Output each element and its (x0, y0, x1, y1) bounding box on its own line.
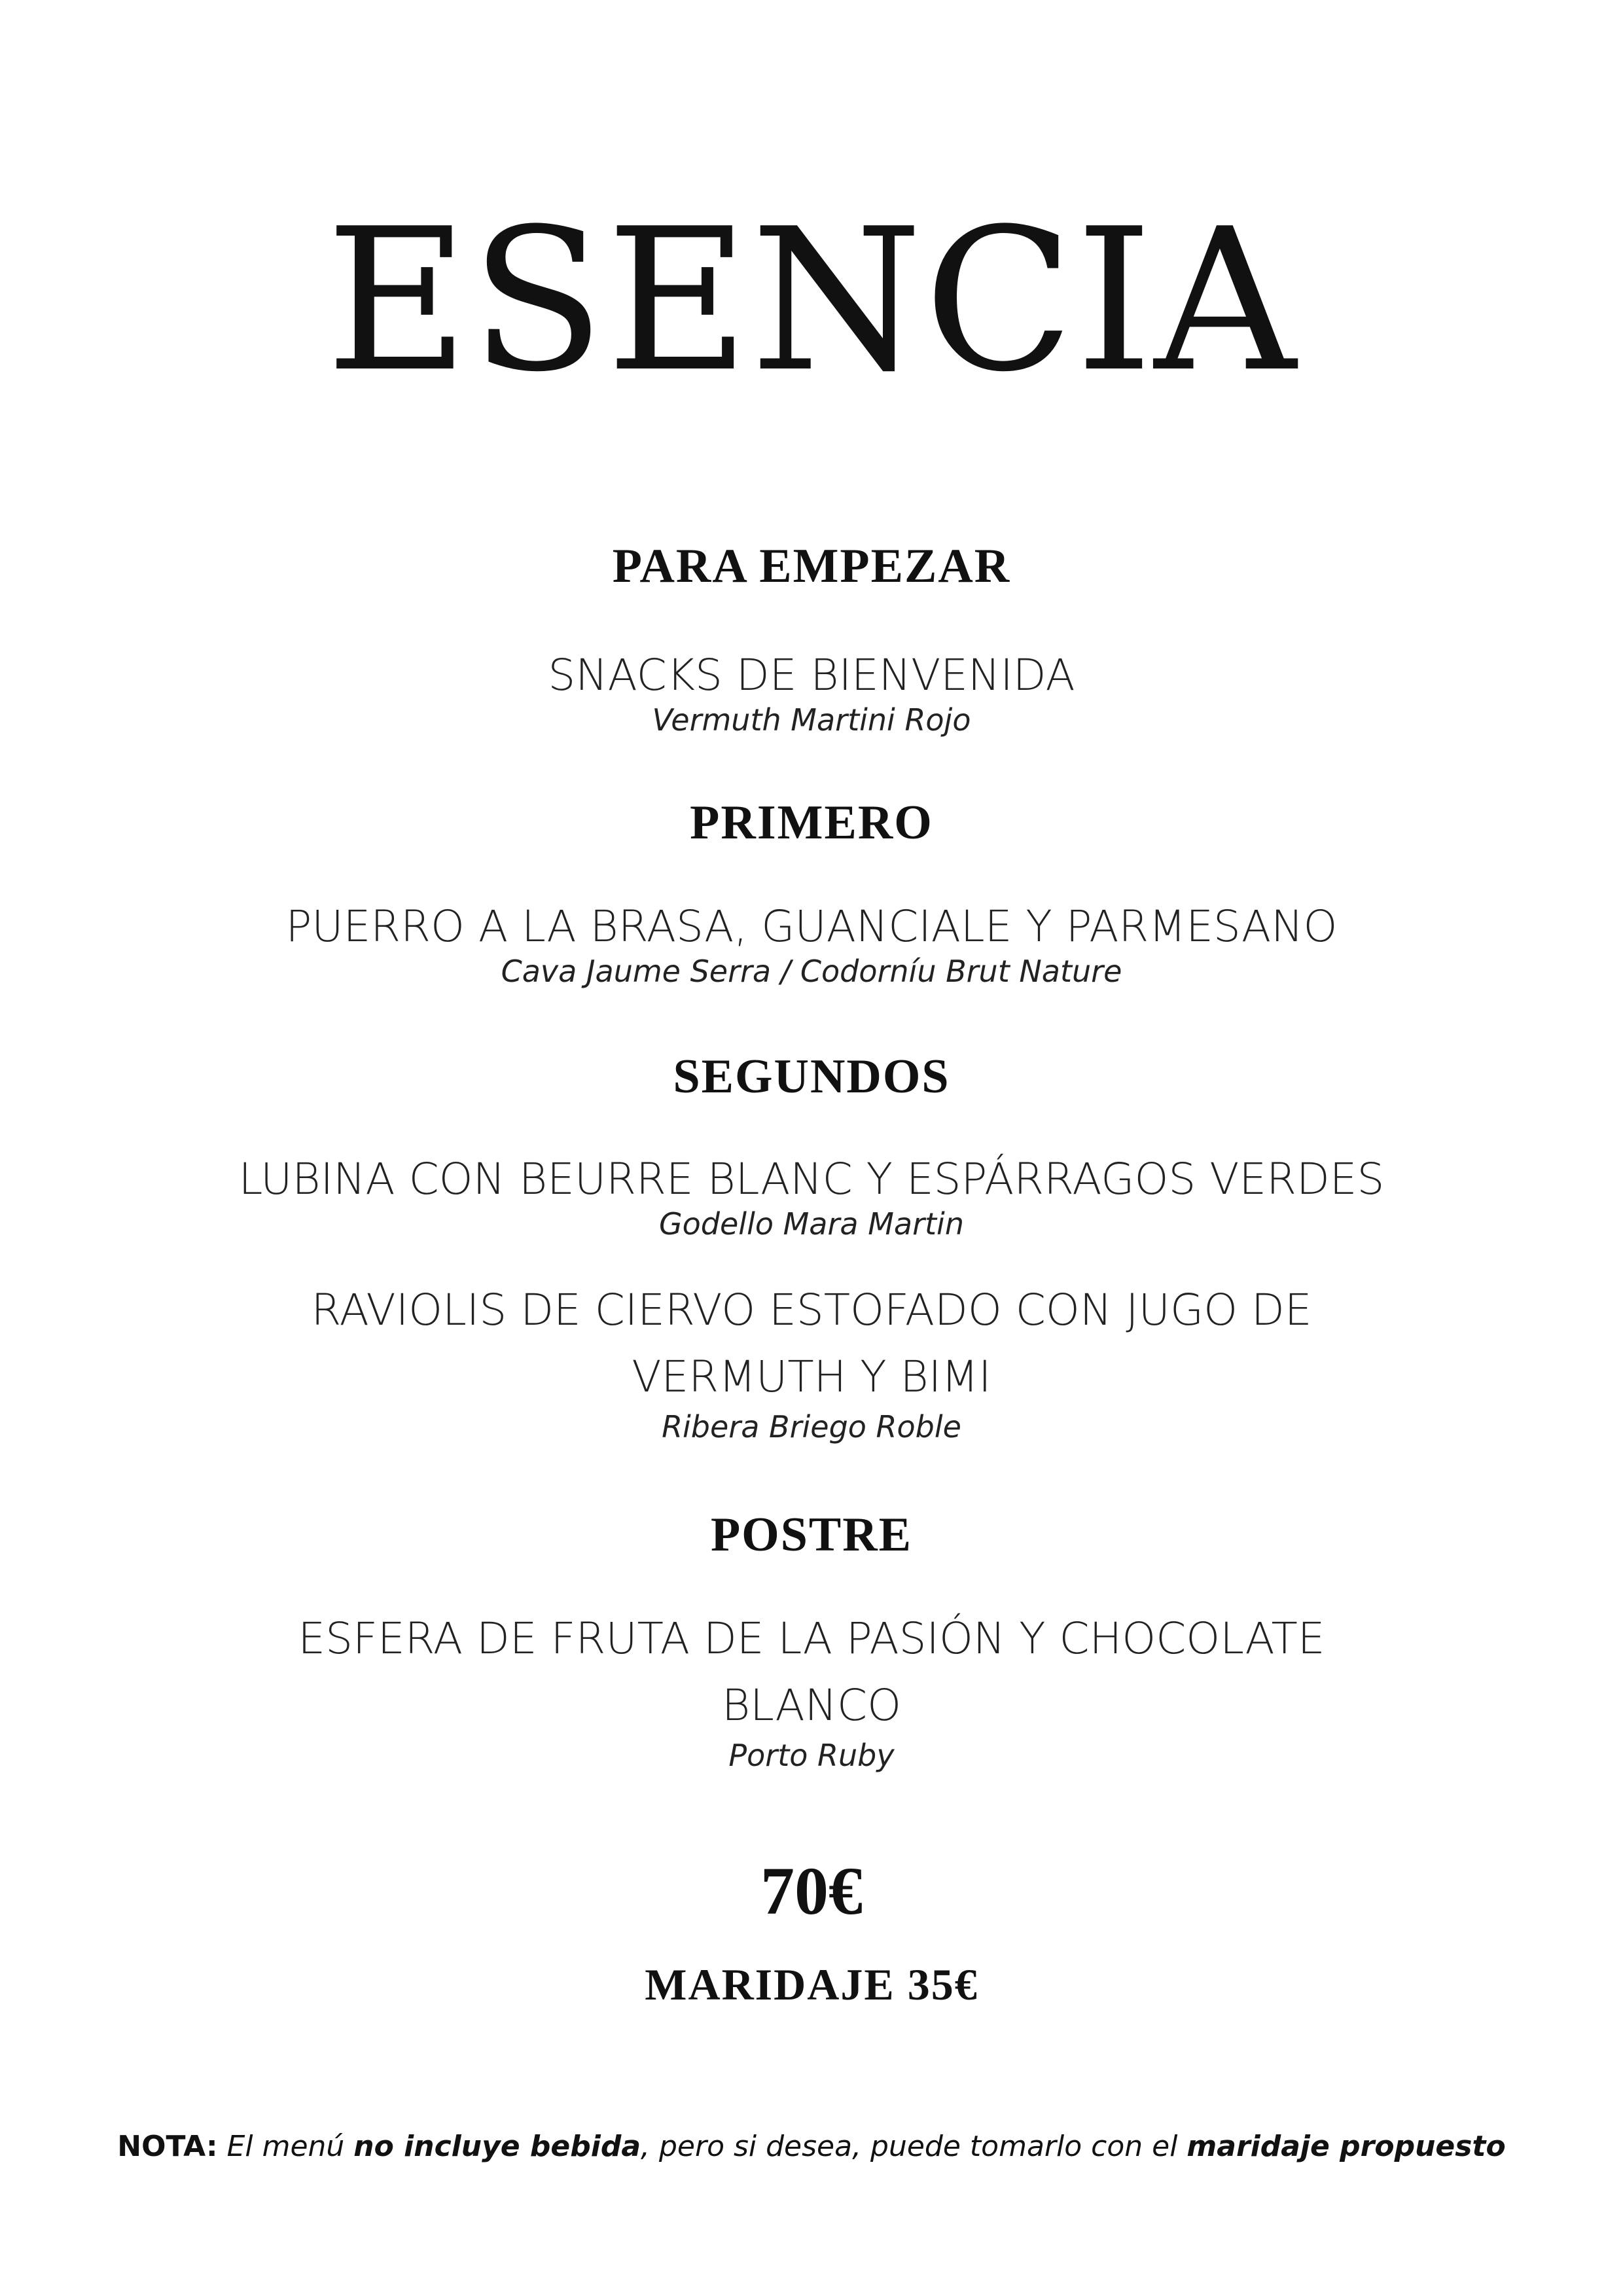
dish-raviolis-line-2: VERMUTH Y BIMI (632, 1352, 991, 1402)
dish-esfera-line-1: ESFERA DE FRUTA DE LA PASIÓN Y CHOCOLATE (298, 1613, 1325, 1664)
note-label: NOTA: (117, 2130, 218, 2163)
pairing-ribera: Ribera Briego Roble (662, 1409, 961, 1444)
menu-title: ESENCIA (325, 187, 1298, 415)
note-text-1: El menú (217, 2130, 354, 2163)
dish-lubina: LUBINA CON BEURRE BLANC Y ESPÁRRAGOS VERDES (238, 1154, 1385, 1204)
dish-snacks-de-bienvenida: SNACKS DE BIENVENIDA (548, 650, 1075, 700)
section-heading-postre: POSTRE (710, 1508, 913, 1562)
note-emphasis-1: no incluye bebida (353, 2130, 641, 2163)
section-heading-segundos: SEGUNDOS (673, 1050, 950, 1103)
note-text-2: , pero si desea, puede tomarlo con el (641, 2130, 1187, 2163)
pairing-cava: Cava Jaume Serra / Codorníu Brut Nature (501, 954, 1122, 989)
pairing-vermuth: Vermuth Martini Rojo (652, 702, 971, 738)
pairing-godello: Godello Mara Martin (659, 1206, 964, 1242)
dish-raviolis-line-1: RAVIOLIS DE CIERVO ESTOFADO CON JUGO DE (311, 1285, 1312, 1335)
note-emphasis-2: maridaje propuesto (1186, 2130, 1506, 2163)
pairing-price: MARIDAJE 35€ (645, 1960, 978, 2009)
menu-price: 70€ (760, 1854, 863, 1929)
pairing-porto: Porto Ruby (728, 1738, 895, 1773)
dish-esfera-line-2: BLANCO (721, 1680, 902, 1731)
dish-puerro: PUERRO A LA BRASA, GUANCIALE Y PARMESANO (285, 901, 1338, 952)
section-heading-primero: PRIMERO (690, 796, 933, 850)
section-heading-para-empezar: PARA EMPEZAR (612, 539, 1011, 593)
menu-note (0, 2127, 1623, 2166)
